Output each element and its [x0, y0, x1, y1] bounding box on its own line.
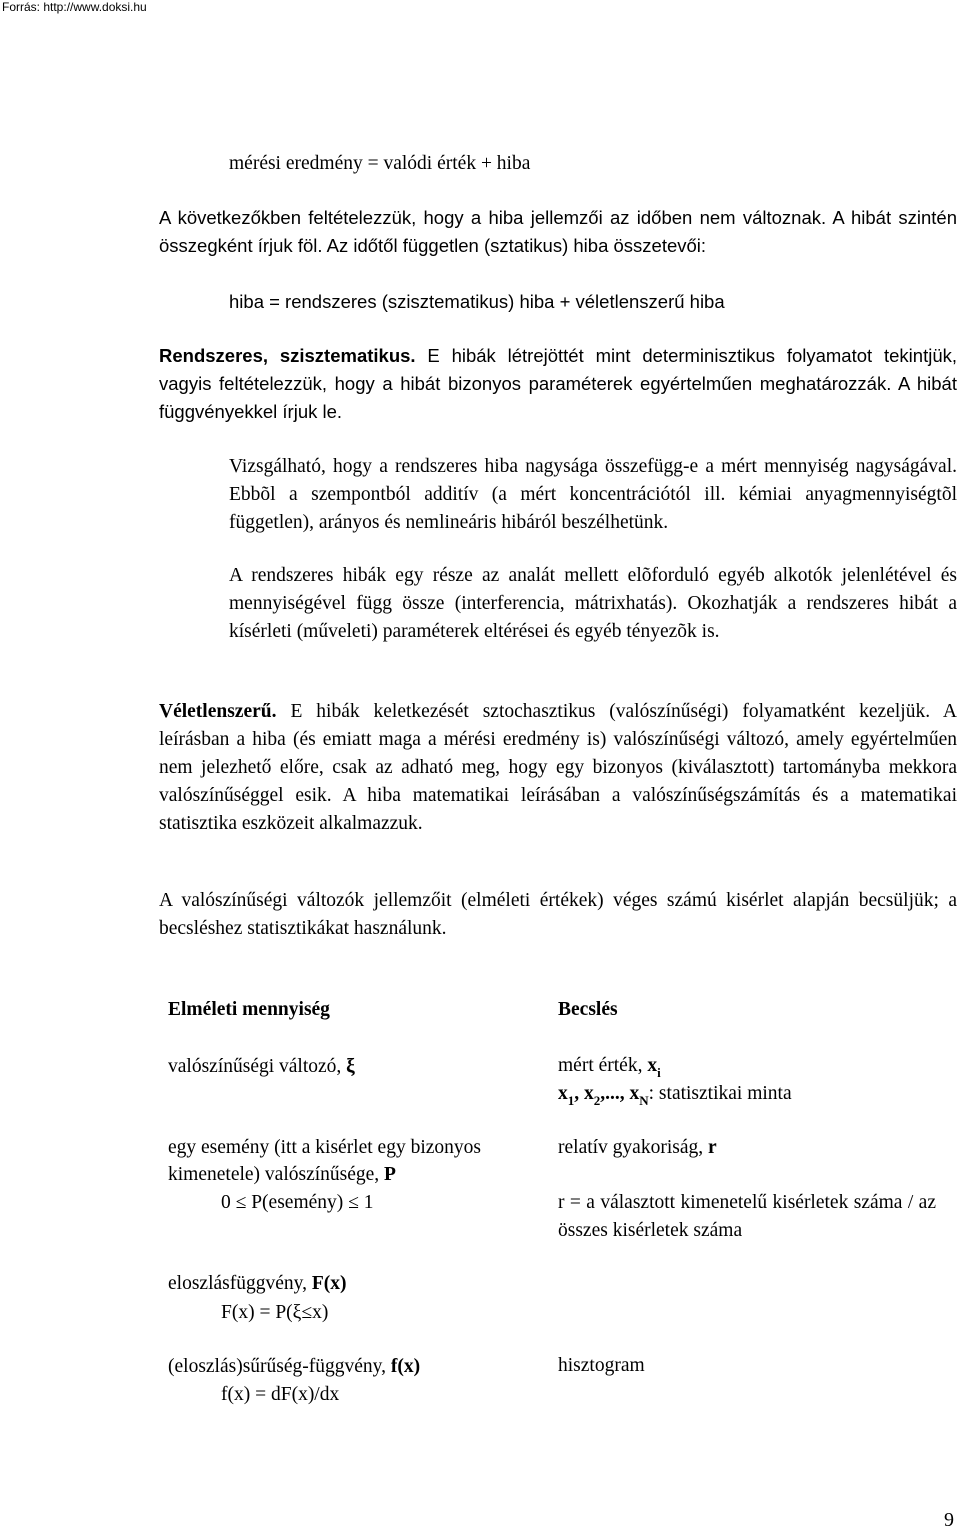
text-random: E hibák keletkezését sztochasztikus (valószínűségi) folyamatként kezeljük. A leírásban a hiba (és emiatt maga a mérési eredmény is) valószínűségi változó, amely egyértelműen nem jelezhető előre, csak az adható meg, hogy egy bizonyos (kiválasztott) tartományba mekkora valószínűséggel esik. A hiba matematikai leírásában a valószínűségszámítás és a matematikai statisztika eszközeit alkalmazzuk.: [159, 701, 958, 834]
table-header-estimate: Becslés: [558, 999, 618, 1020]
paragraph-systematic: [159, 342, 957, 426]
formula-measurement: mérési eredmény = valódi érték + hiba: [229, 153, 531, 174]
heading-random: Véletlenszerű.: [159, 701, 277, 722]
less-equal-symbol: ≤: [235, 1192, 247, 1213]
table-row2-right-definition: r = a választott kimenetelű kisérletek száma / az összes kisérletek száma: [558, 1192, 936, 1241]
paragraph-analyte: A rendszeres hibák egy része az analát mellett elõforduló egyéb alkotók jelenlétével és mennyiségével függ össze (interferencia, mátrixhatás). Okozhatják a rendszeres hibát a kísérleti (műveleti) paraméterek eltérései és egyéb tényezõk is.: [229, 565, 957, 642]
table-row3-formula: F(x) = P(ξ≤x): [221, 1302, 329, 1323]
table-row2-probability-formula: 0 ≤ P(esemény) ≤ 1: [221, 1192, 374, 1213]
table-row4-right: hisztogram: [558, 1355, 645, 1376]
table-row3-left: eloszlásfüggvény, F(x): [168, 1273, 347, 1294]
table-row1-left: valószínűségi változó, ξ: [168, 1056, 355, 1077]
paragraph-random: [159, 698, 957, 838]
table-row1-right-measured: mért érték, $x_i$: [558, 1055, 661, 1080]
table-row2-right-line1: relatív gyakoriság, r: [558, 1137, 717, 1158]
formula-error-components: hiba = rendszeres (szisztematikus) hiba + véletlenszerű hiba: [229, 291, 725, 312]
text-systematic: E hibák létrejöttét mint determinisztikus folyamatot tekintjük, vagyis feltételezzük, hogy a hibát bizonyos paraméterek egyértelműen meghatározzák. A hibát függvényekkel írjuk le.: [159, 345, 958, 422]
source-header: Forrás: http://www.doksi.hu: [2, 0, 147, 14]
less-equal-symbol: ≤: [348, 1192, 359, 1213]
table-row1-right-sample: $x_1$, $x_2$,..., $x_N$: statisztikai minta: [558, 1083, 792, 1108]
xi-symbol: ξ: [346, 1056, 355, 1077]
paragraph-examinable: Vizsgálható, hogy a rendszeres hiba nagysága összefügg-e a mért mennyiség nagyságával. Ebbõl a szempontból additív (a mért koncentrációtól ill. kémiai anyagmennyiségtõl független), arányos és nemlineáris hibáról beszélhetünk.: [229, 456, 957, 533]
page-number: 9: [944, 1509, 954, 1531]
paragraph-estimation: A valószínűségi változók jellemzőit (elméleti értékek) véges számú kisérlet alapján becsüljük; a becsléshez statisztikákat használunk.: [159, 890, 957, 939]
paragraph-assumption: A következőkben feltételezzük, hogy a hiba jellemzői az időben nem változnak. A hibát szintén összegként írjuk föl. Az időtől független (sztatikus) hiba összetevői:: [159, 207, 957, 256]
table-row2-left-line1: egy esemény (itt a kisérlet egy bizonyos: [168, 1137, 481, 1158]
table-row2-left-line2: kimenetele) valószínűsége, P: [168, 1164, 396, 1185]
table-row4-formula: f(x) = dF(x)/dx: [221, 1384, 340, 1405]
table-row4-left: (eloszlás)sűrűség-függvény, f(x): [168, 1356, 421, 1377]
heading-systematic: Rendszeres, szisztematikus.: [159, 345, 416, 366]
table-header-theoretical: Elméleti mennyiség: [168, 999, 330, 1020]
